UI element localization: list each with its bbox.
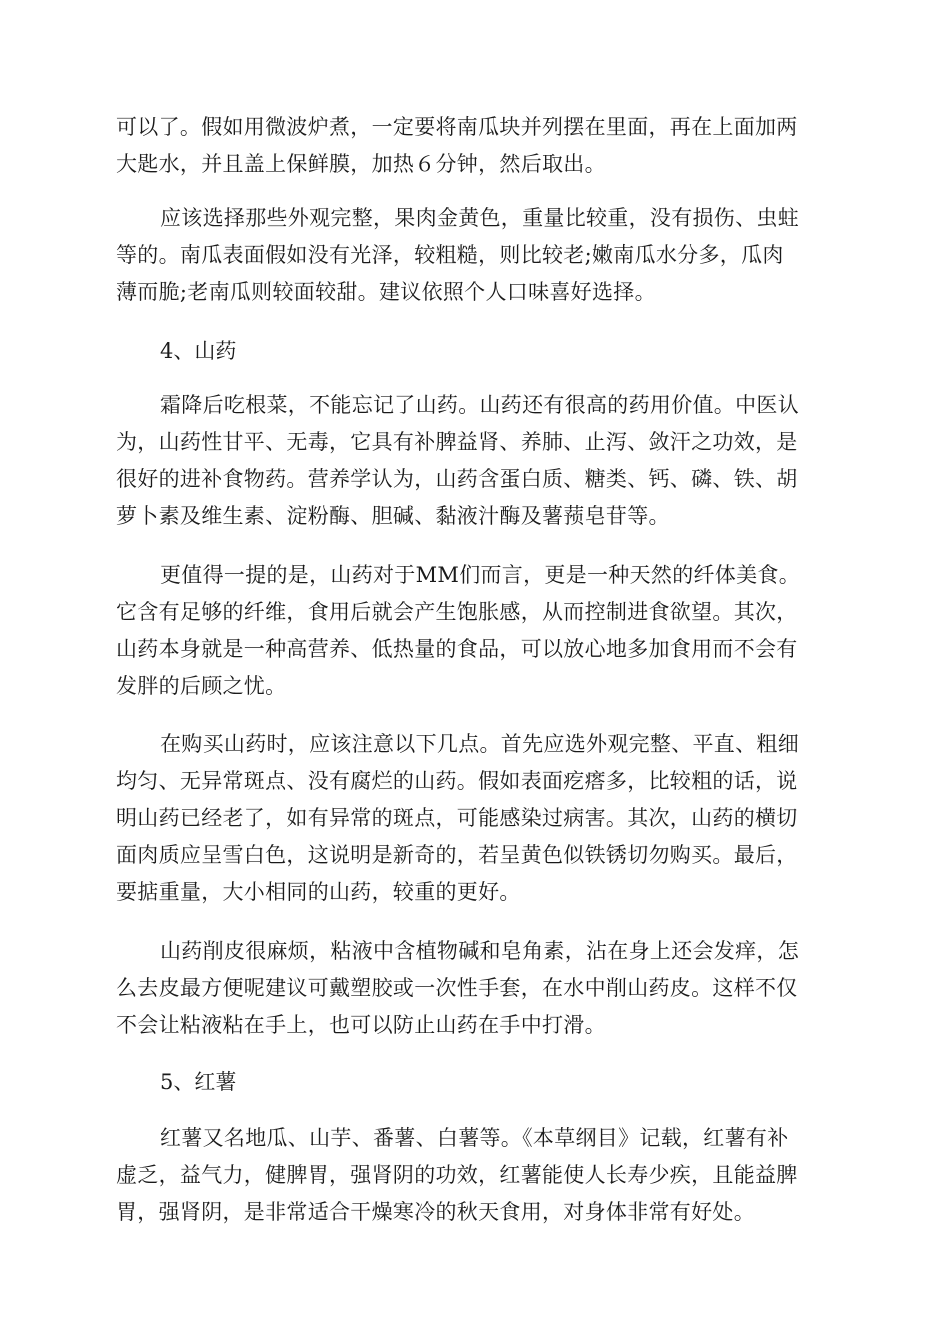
text-line: 山药削皮很麻烦，粘液中含植物碱和皂角素，沾在身上还会发痒，怎 xyxy=(160,939,799,963)
text-line: 等的。南瓜表面假如没有光泽，较粗糙，则比较老;嫩南瓜水分多，瓜肉 xyxy=(116,243,784,267)
text-line: 均匀、无异常斑点、没有腐烂的山药。假如表面疙瘩多，比较粗的话，说 xyxy=(116,769,798,793)
text-line: 不会让粘液粘在手上，也可以防止山药在手中打滑。 xyxy=(116,1013,606,1037)
text-line: 应该选择那些外观完整，果肉金黄色，重量比较重，没有损伤、虫蛀 xyxy=(160,206,799,230)
paragraph-yam-peeling xyxy=(116,933,832,1044)
paragraph-yam-buying xyxy=(116,726,832,911)
text-line: 更值得一提的是，山药对于MM们而言，更是一种天然的纤体美食。 xyxy=(160,563,801,587)
text-line: 很好的进补食物药。营养学认为，山药含蛋白质、糖类、钙、磷、铁、胡 xyxy=(116,467,798,491)
text-line: 霜降后吃根菜，不能忘记了山药。山药还有很高的药用价值。中医认 xyxy=(160,393,799,417)
paragraph-pumpkin-cooking xyxy=(116,109,832,183)
text-line: 面肉质应呈雪白色，这说明是新奇的，若呈黄色似铁锈切勿购买。最后， xyxy=(116,843,798,867)
text-line: 红薯又名地瓜、山芋、番薯、白薯等。《本草纲目》记载，红薯有补 xyxy=(160,1126,789,1150)
paragraph-yam-diet xyxy=(116,557,832,705)
text-line: 薄而脆;老南瓜则较面较甜。建议依照个人口味喜好选择。 xyxy=(116,280,656,304)
paragraph-sweet-potato-intro xyxy=(116,1120,832,1231)
text-line: 它含有足够的纤维，食用后就会产生饱胀感，从而控制进食欲望。其次， xyxy=(116,600,798,624)
text-line: 在购买山药时，应该注意以下几点。首先应选外观完整、平直、粗细 xyxy=(160,732,799,756)
text-line: 明山药已经老了，如有异常的斑点，可能感染过病害。其次，山药的横切 xyxy=(116,806,798,830)
text-line: 胃，强肾阴，是非常适合干燥寒冷的秋天食用，对身体非常有好处。 xyxy=(116,1200,755,1224)
paragraph-yam-intro xyxy=(116,387,832,535)
text-line: 山药本身就是一种高营养、低热量的食品，可以放心地多加食用而不会有 xyxy=(116,637,798,661)
text-line: 么去皮最方便呢建议可戴塑胶或一次性手套，在水中削山药皮。这样不仅 xyxy=(116,976,798,1000)
paragraph-pumpkin-selection xyxy=(116,200,832,311)
text-line: 虚乏，益气力，健脾胃，强肾阴的功效，红薯能使人长寿少疾，且能益脾 xyxy=(116,1163,798,1187)
section-heading-sweet-potato: 5、红薯 xyxy=(160,1070,237,1094)
text-line: 大匙水，并且盖上保鲜膜，加热６分钟，然后取出。 xyxy=(116,152,606,176)
text-line: 要掂重量，大小相同的山药，较重的更好。 xyxy=(116,880,521,904)
text-line: 萝卜素及维生素、淀粉酶、胆碱、黏液汁酶及薯蓣皂苷等。 xyxy=(116,504,670,528)
text-line: 可以了。假如用微波炉煮，一定要将南瓜块并列摆在里面，再在上面加两 xyxy=(116,115,798,139)
text-line: 发胖的后顾之忧。 xyxy=(116,674,287,698)
section-heading-yam: 4、山药 xyxy=(160,339,237,363)
text-line: 为，山药性甘平、无毒，它具有补脾益肾、养肺、止泻、敛汗之功效，是 xyxy=(116,430,798,454)
